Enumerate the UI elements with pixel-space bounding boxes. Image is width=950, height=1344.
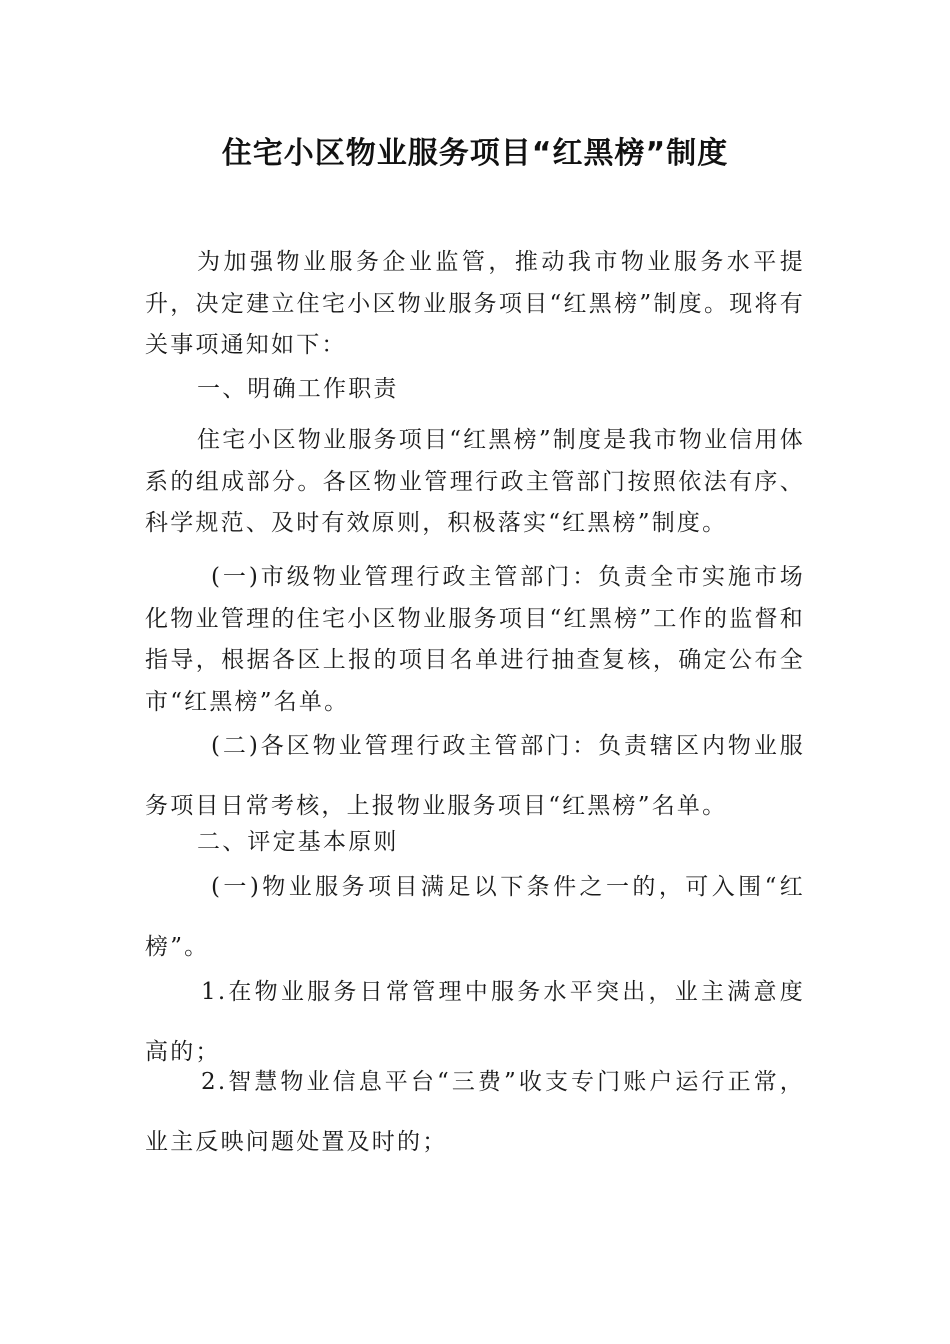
document-title: 住宅小区物业服务项目“红黑榜”制度 bbox=[221, 136, 729, 171]
section-heading-2: 二、评定基本原则 bbox=[197, 829, 399, 855]
red-list-criterion-1: 1.在物业服务日常管理中服务水平突出，业主满意度高的； bbox=[145, 979, 805, 1065]
section-1-item-2: (二)各区物业管理行政主管部门：负责辖区内物业服务项目日常考核，上报物业服务项目“红黑榜”名单。 bbox=[145, 733, 805, 819]
red-list-criterion-2: 2.智慧物业信息平台“三费”收支专门账户运行正常，业主反映问题处置及时的； bbox=[145, 1069, 805, 1155]
section-2-item-1: (一)物业服务项目满足以下条件之一的，可入围“红榜”。 bbox=[145, 874, 805, 960]
intro-paragraph: 为加强物业服务企业监管，推动我市物业服务水平提升，决定建立住宅小区物业服务项目“红黑榜”制度。现将有关事项通知如下： bbox=[145, 249, 805, 358]
section-1-paragraph: 住宅小区物业服务项目“红黑榜”制度是我市物业信用体系的组成部分。各区物业管理行政主管部门按照依法有序、科学规范、及时有效原则，积极落实“红黑榜”制度。 bbox=[145, 427, 805, 536]
section-1-item-1: (一)市级物业管理行政主管部门：负责全市实施市场化物业管理的住宅小区物业服务项目“红黑榜”工作的监督和指导，根据各区上报的项目名单进行抽查复核，确定公布全市“红黑榜”名单。 bbox=[145, 564, 805, 715]
section-heading-1: 一、明确工作职责 bbox=[197, 376, 399, 402]
